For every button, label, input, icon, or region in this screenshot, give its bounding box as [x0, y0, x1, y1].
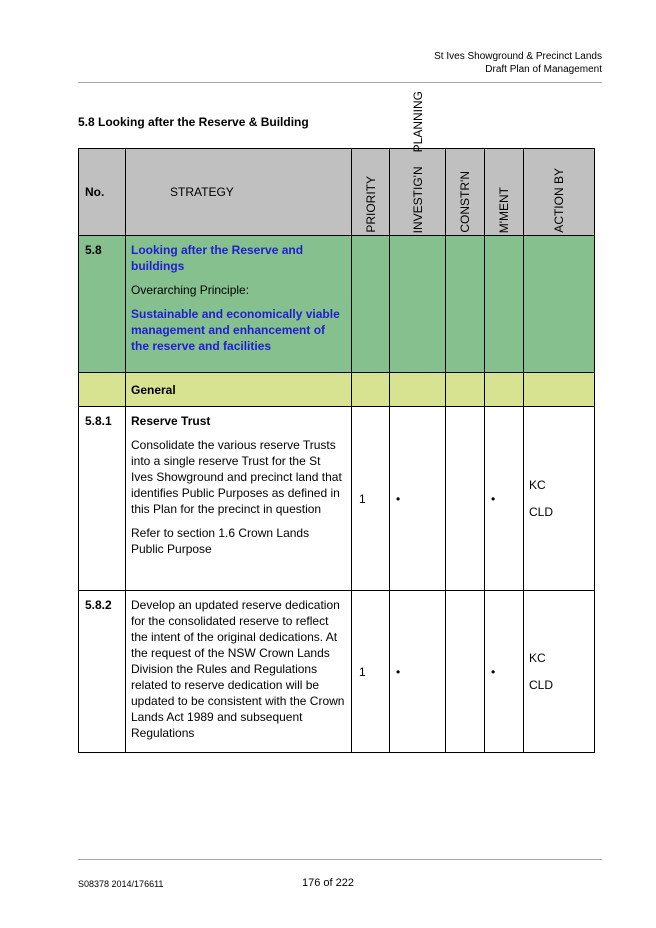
- row-strategy: [126, 407, 352, 591]
- col-header-no: No.: [79, 149, 126, 236]
- section-title: 5.8 Looking after the Reserve & Building: [78, 115, 309, 129]
- row-text: Develop an updated reserve dedication for the consolidated reserve to reflect the intent of the original dedications. At the request of the NSW Crown Lands Division the Rules and Regulations related to reserve dedication will be updated to be consistent with the Crown Lands Act 1989 and subsequent Regulations: [131, 598, 345, 740]
- col-header-strategy: STRATEGY: [126, 149, 352, 236]
- principle-text: Sustainable and economically viable management and enhancement of the reserve and facilities: [131, 307, 340, 353]
- section-number: 5.8: [79, 236, 126, 373]
- header-subtitle: Draft Plan of Management: [485, 64, 602, 75]
- row-number: 5.8.2: [79, 591, 126, 753]
- row-priority: 1: [352, 591, 390, 753]
- col-header-planning: PLANNING: [410, 90, 425, 153]
- action-by-kc: KC: [529, 478, 546, 492]
- col-header-investig-planning: [390, 90, 446, 236]
- row-mment-mark: •: [485, 591, 524, 753]
- section-row: [79, 236, 595, 373]
- row-action-by: [524, 407, 595, 591]
- group-label: General: [126, 373, 352, 407]
- running-header: [434, 50, 602, 76]
- row-investig-mark: •: [390, 591, 446, 753]
- col-header-constr: CONSTR'N: [446, 149, 485, 236]
- row-priority: 1: [352, 407, 390, 591]
- col-header-investig: INVESTIG'N: [410, 166, 425, 233]
- col-header-mment: M'MENT: [485, 149, 524, 236]
- table-header-row: [79, 149, 595, 236]
- group-row: [79, 373, 595, 407]
- section-title-text: Looking after the Reserve and buildings: [131, 243, 304, 273]
- row-title: Reserve Trust: [131, 414, 211, 428]
- footer-doc-id: S08378 2014/176611: [78, 879, 164, 889]
- page-number: 176 of 222: [302, 877, 354, 889]
- table-row: [79, 407, 595, 591]
- row-text: Consolidate the various reserve Trusts into a single reserve Trust for the St Ives Showground and precinct land that identifies Public Purposes as defined in this Plan for the precinct in question: [131, 438, 342, 516]
- row-investig-mark: •: [390, 407, 446, 591]
- row-action-by: [524, 591, 595, 753]
- header-title: St Ives Showground & Precinct Lands: [434, 51, 602, 62]
- row-number: 5.8.1: [79, 407, 126, 591]
- row-mment-mark: •: [485, 407, 524, 591]
- section-cell: [126, 236, 352, 373]
- header-rule: [78, 82, 602, 83]
- action-by-cld: CLD: [529, 678, 554, 692]
- row-strategy: [126, 591, 352, 753]
- principle-label: Overarching Principle:: [131, 283, 250, 297]
- table-row: [79, 591, 595, 753]
- action-by-kc: KC: [529, 651, 546, 665]
- footer-rule: [78, 859, 602, 860]
- col-header-action-by: ACTION BY: [524, 149, 595, 236]
- action-by-cld: CLD: [529, 505, 554, 519]
- row-note: Refer to section 1.6 Crown Lands Public Purpose: [131, 526, 310, 556]
- col-header-priority: PRIORITY: [352, 149, 390, 236]
